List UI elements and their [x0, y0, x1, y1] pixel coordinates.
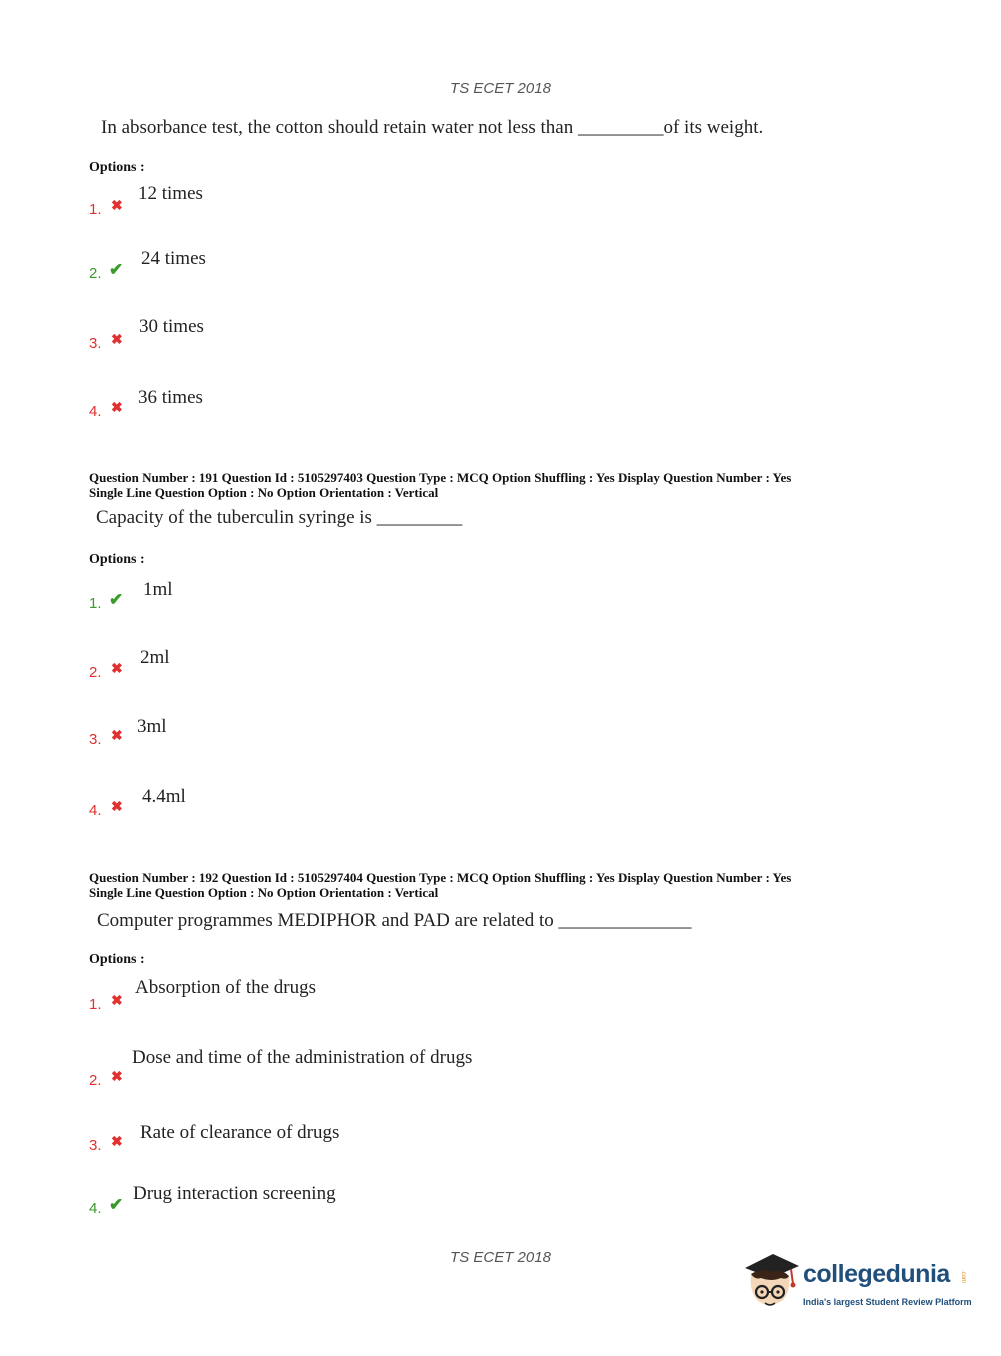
option-text: 4.4ml [142, 786, 186, 807]
option-number: 3. [89, 335, 102, 352]
option-number: 1. [89, 595, 102, 612]
wrong-icon: ✖ [111, 401, 123, 416]
wrong-icon: ✖ [111, 1135, 123, 1150]
checkmark-icon: ✔ [109, 1195, 124, 1214]
option-number: 3. [89, 731, 102, 748]
option-text: 24 times [141, 248, 206, 269]
wrong-icon: ✖ [111, 729, 123, 744]
question-stem: Computer programmes MEDIPHOR and PAD are related to ______________ [97, 910, 692, 931]
checkmark-icon: ✔ [109, 260, 124, 279]
question-stem: In absorbance test, the cotton should retain water not less than _________of its weight. [101, 117, 764, 138]
options-label: Options : [89, 952, 145, 967]
option-number: 4. [89, 802, 102, 819]
option-number: 1. [89, 201, 102, 218]
option-number: 2. [89, 1072, 102, 1089]
option-text: Dose and time of the administration of drugs [132, 1047, 473, 1068]
wrong-icon: ✖ [111, 662, 123, 677]
wrong-icon: ✖ [111, 994, 123, 1009]
option-text: 3ml [137, 716, 167, 737]
question-meta: Question Number : 191 Question Id : 5105297403 Question Type : MCQ Option Shuffling : Yes Display Question Number : Yes [89, 470, 792, 485]
option-text: 2ml [140, 647, 170, 668]
wrong-icon: ✖ [111, 800, 123, 815]
option-number: 2. [89, 664, 102, 681]
wrong-icon: ✖ [111, 1070, 123, 1085]
option-text: 30 times [139, 316, 204, 337]
option-text: 12 times [138, 183, 203, 204]
mascot-icon [741, 1250, 803, 1320]
option-number: 1. [89, 996, 102, 1013]
option-text: Rate of clearance of drugs [140, 1122, 340, 1143]
wrong-icon: ✖ [111, 199, 123, 214]
collegedunia-logo [741, 1250, 971, 1320]
option-text: 1ml [143, 579, 173, 600]
option-number: 2. [89, 265, 102, 282]
question-meta: Question Number : 192 Question Id : 5105297404 Question Type : MCQ Option Shuffling : Yes Display Question Number : Yes [89, 870, 792, 885]
option-text: 36 times [138, 387, 203, 408]
page-header: TS ECET 2018 [450, 80, 551, 97]
option-text: Drug interaction screening [133, 1183, 336, 1204]
question-meta: Single Line Question Option : No Option Orientation : Vertical [89, 885, 439, 900]
checkmark-icon: ✔ [109, 590, 124, 609]
page-footer: TS ECET 2018 [450, 1249, 551, 1266]
question-meta: Single Line Question Option : No Option Orientation : Vertical [89, 485, 439, 500]
option-text: Absorption of the drugs [135, 977, 317, 998]
logo-domain-suffix: .com [960, 1270, 966, 1284]
option-number: 3. [89, 1137, 102, 1154]
options-label: Options : [89, 160, 145, 175]
logo-wordmark: collegedunia [803, 1260, 950, 1288]
question-stem: Capacity of the tuberculin syringe is _________ [96, 507, 463, 528]
option-number: 4. [89, 403, 102, 420]
logo-tagline: India's largest Student Review Platform [803, 1297, 972, 1307]
wrong-icon: ✖ [111, 333, 123, 348]
options-label: Options : [89, 552, 145, 567]
option-number: 4. [89, 1200, 102, 1217]
